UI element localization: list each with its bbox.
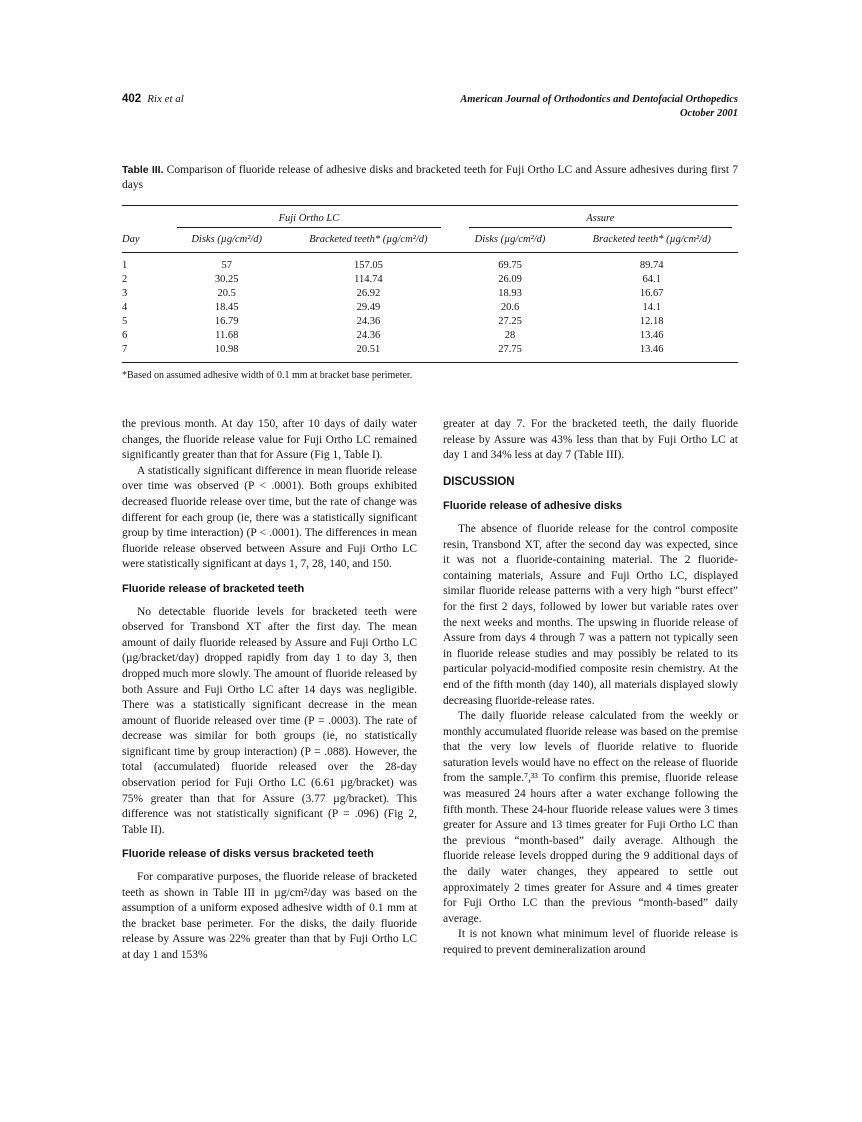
running-header [122, 93, 738, 121]
paragraph: For comparative purposes, the fluoride release of bracketed teeth as shown in Table III in µg/cm²/day was based on the assumption of a uniform exposed adhesive width of 0.1 mm at the bracket base perimeter. For the disks, the daily fluoride release by Assure was 22% greater than that by Fuji Ortho LC at day 1 and 153% [122, 871, 417, 961]
page-content [122, 0, 738, 964]
group-header-assure: Assure [469, 213, 732, 228]
table-group-header-row [122, 206, 738, 229]
table-cell-value: 11.68 [215, 330, 239, 341]
table-caption-text: Comparison of fluoride release of adhesive disks and bracketed teeth for Fuji Ortho LC and Assure adhesives during first 7 days [122, 164, 738, 191]
table-cell-value: 16.79 [214, 316, 239, 327]
subsection-heading: Fluoride release of adhesive disks [443, 500, 623, 513]
paragraph: The absence of fluoride release for the control composite resin, Transbond XT, after the second day was expected, since it was not a fluoride-containing material. The 2 fluoride-containing materials, Assure and Fuji Ortho LC, displayed similar fluoride release patterns with a very high “burst effect” for the first 2 days, followed by lower but variable rates over the next weeks and months. The upswing in fluoride release of Assure from days 4 through 7 was a pattern not typically seen in fluoride release studies and may possibly be related to its particular polyacid-modified composite resin chemistry. At the end of the fifth month (day 140), all materials displayed slowly decreasing fluoride-release rates. [443, 522, 738, 707]
table-cell-value: 29.49 [356, 302, 381, 313]
table-cell-value: 57 [221, 260, 232, 271]
article-body [122, 417, 738, 964]
table-cell-value: 20.5 [217, 288, 236, 299]
table-cell-day: 4 [122, 302, 128, 313]
page-number: 402 [122, 93, 142, 105]
table-row [122, 287, 738, 301]
running-header-left [122, 93, 184, 105]
journal-title: American Journal of Orthodontics and Dentofacial Orthopedics [460, 94, 738, 105]
fluoride-release-table [122, 205, 738, 363]
subsection-heading: Fluoride release of bracketed teeth [122, 582, 305, 595]
table-cell-value: 20.51 [356, 344, 381, 355]
table-cell-value: 20.6 [500, 302, 520, 313]
table-section [122, 163, 738, 381]
body-column-right [443, 417, 738, 964]
table-cell-day: 2 [122, 274, 128, 285]
table-caption [122, 163, 738, 193]
table-cell-value: 30.25 [214, 274, 239, 285]
table-cell-value: 27.75 [498, 344, 522, 355]
table-row [122, 329, 738, 343]
table-cell-value: 14.1 [642, 302, 661, 313]
table-cell-value: 13.46 [639, 344, 664, 355]
table-cell-value: 69.75 [498, 260, 522, 271]
paragraph: The daily fluoride release calculated from the weekly or monthly accumulated fluoride release was based on the premise that the very low levels of fluoride relative to fluoride saturation levels would have no effect on the release of fluoride from the sample.⁷,³³ To confirm this premise, fluoride release was measured 24 hours after a water exchange following the fifth month. These 24-hour fluoride release values were 3 times greater for Assure and 13 times greater for Fuji Ortho LC than the previous “month-based” daily average. Although the fluoride release levels dropped during the 9 additional days of the daily water changes, they appeared to settle out approximately 2 times greater for Assure and 4 times greater for Fuji Ortho LC than the previous “month-based” daily average. [443, 710, 738, 925]
running-header-right [460, 93, 738, 121]
paragraph: It is not known what minimum level of fluoride release is required to prevent demineralization around [443, 928, 738, 956]
table-group-spacer [122, 206, 171, 229]
table-cell-day: 5 [122, 316, 128, 327]
table-row [122, 343, 738, 363]
table-cell-value: 18.45 [214, 302, 239, 313]
table-row [122, 253, 738, 273]
table-group-cell [171, 206, 454, 229]
paragraph: No detectable fluoride levels for bracketed teeth were observed for Transbond XT after the first day. The mean amount of daily fluoride released by Assure and Fuji Ortho LC (µg/bracket/day) dropped rapidly from day 1 to day 3, then dropped much more slowly. The amount of fluoride released by both Assure and Fuji Ortho LC after 14 days was negligible. There was a statistically significant decrease in the mean amount of fluoride released over time (P = .0003). The rate of decrease was similar for both groups (ie, no statistically significant time by group interaction) (P = .088). However, the total (accumulated) fluoride released over the 28-day observation period for Fuji Ortho LC (6.61 µg/bracket) was 75% greater than that for Assure (3.77 µg/bracket). This difference was not statistically significant (P = .096) (Fig 2, Table II). [122, 605, 417, 836]
table-cell-value: 12.18 [639, 316, 664, 327]
body-column-left [122, 417, 417, 964]
table-cell-day: 7 [122, 344, 128, 355]
table-footnote: *Based on assumed adhesive width of 0.1 mm at bracket base perimeter. [122, 370, 413, 381]
table-row [122, 301, 738, 315]
table-row [122, 315, 738, 329]
table-cell-value: 27.25 [498, 316, 522, 327]
column-header-bracketed-assure: Bracketed teeth* (µg/cm²/d) [565, 228, 738, 253]
column-header-day: Day [122, 228, 171, 253]
table-cell-value: 10.98 [214, 344, 239, 355]
group-header-fuji: Fuji Ortho LC [177, 213, 440, 228]
authors: Rix et al [147, 93, 184, 105]
table-cell-value: 157.05 [353, 260, 383, 271]
table-cell-value: 26.92 [356, 288, 381, 299]
table-cell-day: 6 [122, 330, 128, 341]
table-label: Table III. [122, 164, 164, 176]
column-header-disks-fuji: Disks (µg/cm²/d) [171, 228, 282, 253]
table-cell-value: 18.93 [498, 288, 522, 299]
subsection-heading: Fluoride release of disks versus bracketed teeth [122, 848, 374, 861]
paragraph: greater at day 7. For the bracketed teeth, the daily fluoride release by Assure was 43% less than that by Fuji Ortho LC at day 1 and 34% less at day 7 (Table III). [443, 418, 738, 462]
column-header-disks-assure: Disks (µg/cm²/d) [455, 228, 566, 253]
journal-date: October 2001 [679, 108, 738, 119]
section-heading: DISCUSSION [443, 475, 515, 488]
paragraph: A statistically significant difference in mean fluoride release over time was observed (P < .0001). Both groups exhibited decreased fluoride release over time, but the rate of change was different for each group (ie, there was a statistically significant group by time interaction) (P < .0001). The differences in mean fluoride release observed between Assure and Fuji Ortho LC were statistically significant at days 1, 7, 28, 140, and 150. [122, 464, 417, 571]
table-cell-value: 64.1 [642, 274, 661, 285]
table-cell-value: 16.67 [639, 288, 664, 299]
table-cell-day: 1 [122, 260, 128, 271]
table-cell-value: 89.74 [639, 260, 664, 271]
table-cell-day: 3 [122, 288, 128, 299]
table-cell-value: 24.36 [356, 316, 381, 327]
table-cell-value: 13.46 [639, 330, 664, 341]
table-column-header-row [122, 228, 738, 253]
table-row [122, 273, 738, 287]
paragraph: the previous month. At day 150, after 10 days of daily water changes, the fluoride release value for Fuji Ortho LC remained significantly greater than that for Assure (Fig 1, Table I). [122, 418, 417, 462]
table-cell-value: 114.74 [354, 274, 383, 285]
table-body [122, 253, 738, 363]
table-cell-value: 26.09 [498, 274, 522, 285]
table-cell-value: 24.36 [356, 330, 381, 341]
table-group-cell [455, 206, 738, 229]
column-header-bracketed-fuji: Bracketed teeth* (µg/cm²/d) [282, 228, 454, 253]
table-cell-value: 28 [504, 330, 516, 341]
